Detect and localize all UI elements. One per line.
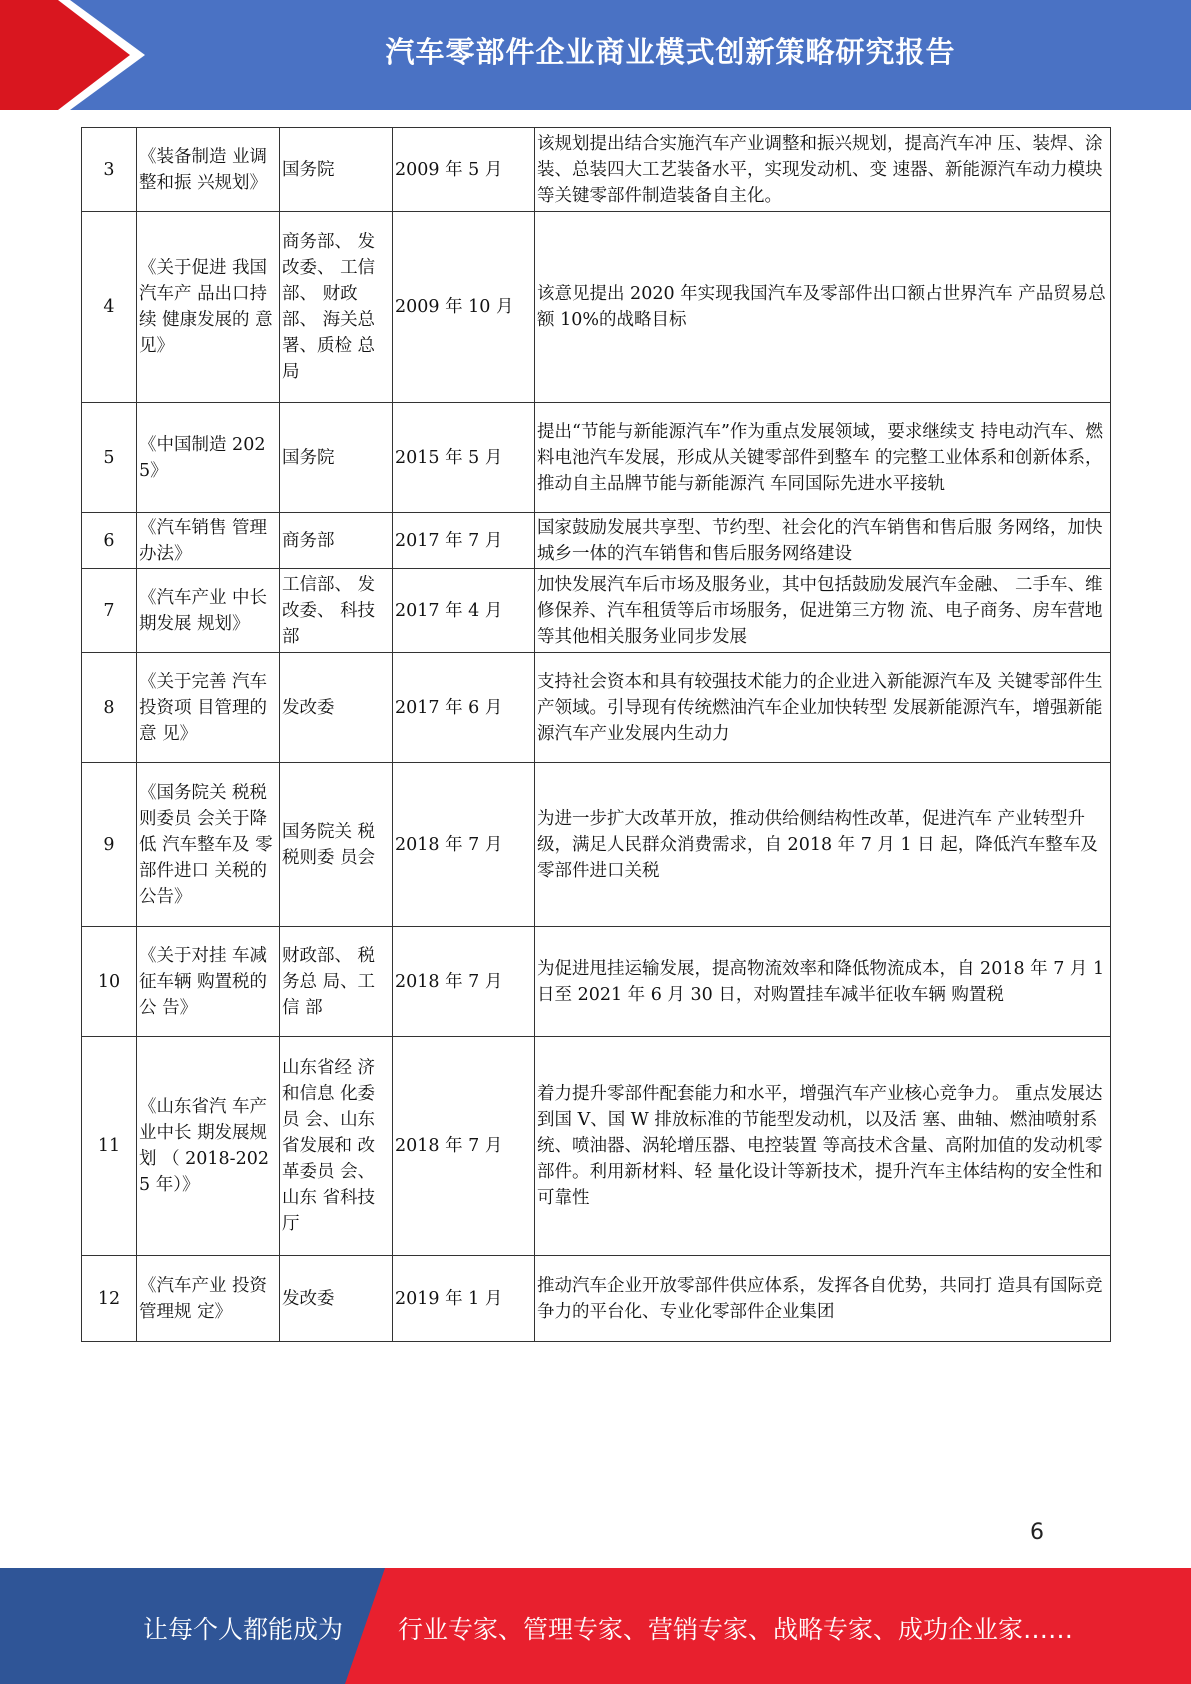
issuing-agency: 商务部: [280, 513, 393, 569]
row-number: 7: [82, 569, 137, 653]
issuing-agency: 发改委: [280, 1256, 393, 1342]
policy-name: 《中国制造 2025》: [137, 403, 280, 513]
policy-name: 《关于对挂 车减征车辆 购置税的公 告》: [137, 927, 280, 1037]
policy-name: 《汽车销售 管理办法》: [137, 513, 280, 569]
policy-name: 《山东省汽 车产业中长 期发展规划 （ 2018-2025 年）》: [137, 1037, 280, 1256]
issue-date: 2018 年 7 月: [393, 927, 535, 1037]
header-arrow-decoration: [0, 0, 150, 110]
issuing-agency: 国务院: [280, 403, 393, 513]
policy-content: 支持社会资本和具有较强技术能力的企业进入新能源汽车及 关键零部件生产领域。引导现有传统燃油汽车企业加快转型 发展新能源汽车，增强新能源汽车产业发展内生动力: [535, 653, 1111, 763]
issuing-agency: 工信部、 发改委、 科技部: [280, 569, 393, 653]
issuing-agency: 国务院: [280, 128, 393, 212]
table-row: [82, 1037, 1111, 1256]
issuing-agency: 山东省经 济和信息 化委员 会、山东省发展和 改革委员 会、山东 省科技厅: [280, 1037, 393, 1256]
row-number: 10: [82, 927, 137, 1037]
policy-content: 着力提升零部件配套能力和水平，增强汽车产业核心竞争力。 重点发展达到国 V、国 W 排放标准的节能型发动机，以及活 塞、曲轴、燃油喷射系统、喷油器、涡轮增压器、电控装置 等高技术含量、高附加值的发动机零部件。利用新材料、轻 量化设计等新技术，提升汽车主体结构的安全性和可靠性: [535, 1037, 1111, 1256]
policy-name: 《汽车产业 中长期发展 规划》: [137, 569, 280, 653]
table-row: [82, 927, 1111, 1037]
policy-content: 加快发展汽车后市场及服务业，其中包括鼓励发展汽车金融、 二手车、维修保养、汽车租赁等后市场服务，促进第三方物 流、电子商务、房车营地等其他相关服务业同步发展: [535, 569, 1111, 653]
row-number: 5: [82, 403, 137, 513]
issue-date: 2018 年 7 月: [393, 1037, 535, 1256]
row-number: 9: [82, 763, 137, 927]
issue-date: 2009 年 10 月: [393, 212, 535, 403]
report-title: 汽车零部件企业商业模式创新策略研究报告: [385, 35, 956, 69]
policy-content: 为促进甩挂运输发展，提高物流效率和降低物流成本，自 2018 年 7 月 1 日至 2021 年 6 月 30 日，对购置挂车减半征收车辆 购置税: [535, 927, 1111, 1037]
issuing-agency: 国务院关 税税则委 员会: [280, 763, 393, 927]
policy-content: 国家鼓励发展共享型、节约型、社会化的汽车销售和售后服 务网络，加快城乡一体的汽车销售和售后服务网络建设: [535, 513, 1111, 569]
issue-date: 2019 年 1 月: [393, 1256, 535, 1342]
footer-slogan-left: 让每个人都能成为: [143, 1615, 344, 1644]
issuing-agency: 发改委: [280, 653, 393, 763]
policy-table: [81, 127, 1111, 1342]
table-row: [82, 128, 1111, 212]
row-number: 11: [82, 1037, 137, 1256]
policy-name: 《国务院关 税税则委员 会关于降低 汽车整车及 零部件进口 关税的公告》: [137, 763, 280, 927]
table-row: [82, 212, 1111, 403]
table-row: [82, 653, 1111, 763]
row-number: 12: [82, 1256, 137, 1342]
page-number: 6: [1030, 1520, 1044, 1545]
table-row: [82, 569, 1111, 653]
page-header: [0, 0, 1191, 110]
issuing-agency: 财政部、 税务总 局、工信 部: [280, 927, 393, 1037]
issue-date: 2017 年 7 月: [393, 513, 535, 569]
policy-content: 该意见提出 2020 年实现我国汽车及零部件出口额占世界汽车 产品贸易总额 10%的战略目标: [535, 212, 1111, 403]
table-row: [82, 1256, 1111, 1342]
table-row: [82, 513, 1111, 569]
row-number: 4: [82, 212, 137, 403]
footer-slogan-right: 行业专家、管理专家、营销专家、战略专家、成功企业家……: [398, 1615, 1074, 1644]
issue-date: 2015 年 5 月: [393, 403, 535, 513]
policy-content: 该规划提出结合实施汽车产业调整和振兴规划，提高汽车冲 压、装焊、涂装、总装四大工艺装备水平，实现发动机、变 速器、新能源汽车动力模块等关键零部件制造装备自主化。: [535, 128, 1111, 212]
page-footer: [0, 1568, 1191, 1684]
issuing-agency: 商务部、 发改委、 工信部、 财政部、 海关总署、质检 总局: [280, 212, 393, 403]
policy-content: 推动汽车企业开放零部件供应体系，发挥各自优势，共同打 造具有国际竞争力的平台化、专业化零部件企业集团: [535, 1256, 1111, 1342]
policy-name: 《汽车产业 投资管理规 定》: [137, 1256, 280, 1342]
issue-date: 2018 年 7 月: [393, 763, 535, 927]
policy-name: 《装备制造 业调整和振 兴规划》: [137, 128, 280, 212]
row-number: 6: [82, 513, 137, 569]
row-number: 3: [82, 128, 137, 212]
table-row: [82, 403, 1111, 513]
table-row: [82, 763, 1111, 927]
issue-date: 2017 年 6 月: [393, 653, 535, 763]
policy-content: 提出“节能与新能源汽车”作为重点发展领域，要求继续支 持电动汽车、燃料电池汽车发展，形成从关键零部件到整车 的完整工业体系和创新体系，推动自主品牌节能与新能源汽 车同国际先进水平接轨: [535, 403, 1111, 513]
policy-content: 为进一步扩大改革开放，推动供给侧结构性改革，促进汽车 产业转型升级，满足人民群众消费需求，自 2018 年 7 月 1 日 起，降低汽车整车及零部件进口关税: [535, 763, 1111, 927]
issue-date: 2009 年 5 月: [393, 128, 535, 212]
policy-name: 《关于完善 汽车投资项 目管理的意 见》: [137, 653, 280, 763]
issue-date: 2017 年 4 月: [393, 569, 535, 653]
policy-name: 《关于促进 我国汽车产 品出口持续 健康发展的 意见》: [137, 212, 280, 403]
row-number: 8: [82, 653, 137, 763]
